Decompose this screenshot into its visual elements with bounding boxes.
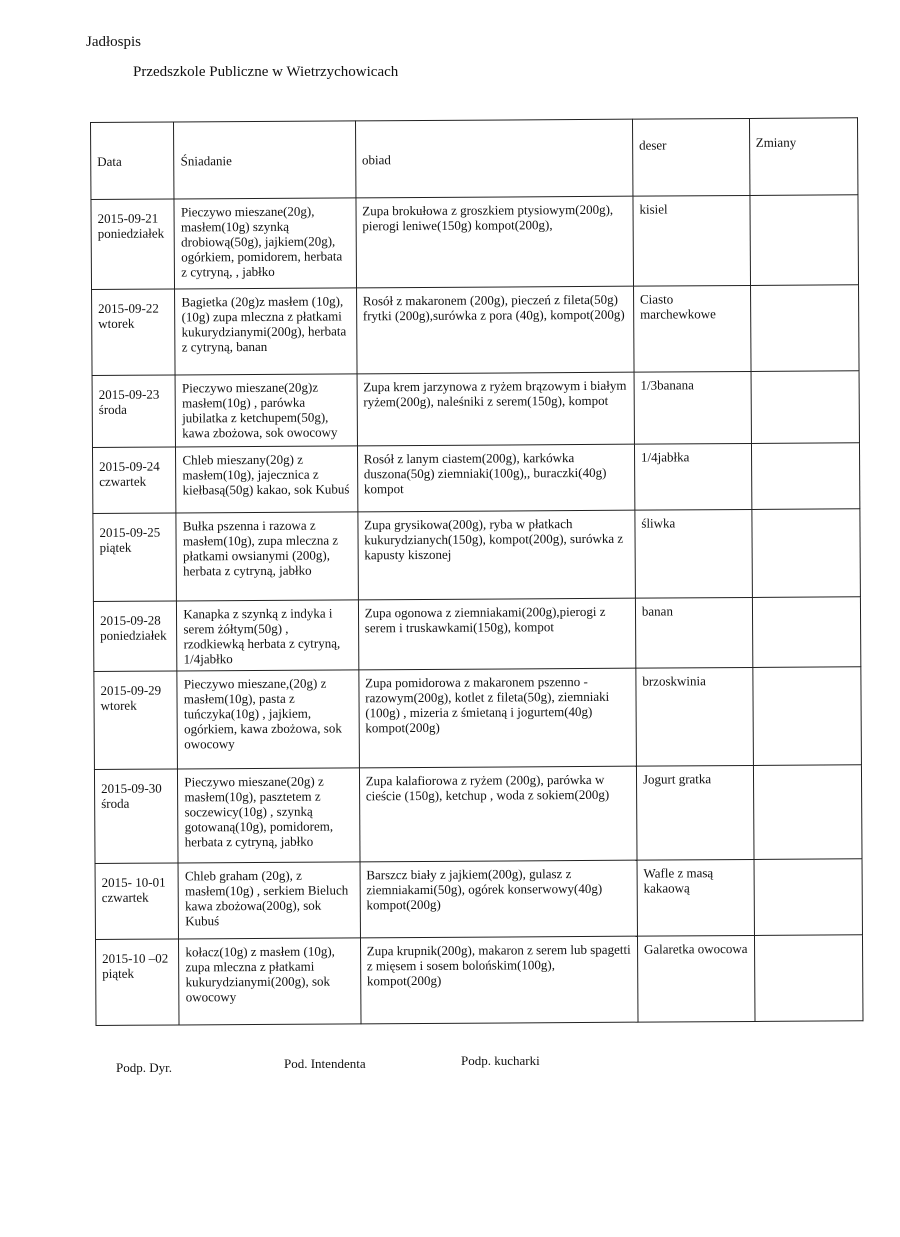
signature-director: Podp. Dyr. bbox=[116, 1060, 172, 1075]
weekday-value: piątek bbox=[102, 965, 135, 981]
dessert-cell bbox=[636, 667, 753, 766]
menu-table bbox=[90, 117, 864, 1026]
breakfast-cell-text: Bagietka (20g)z masłem (10g), (10g) zupa mleczna z płatkami kukurydzianymi(200g), herbata z cytryną, banan bbox=[181, 293, 347, 355]
dessert-cell bbox=[633, 285, 750, 372]
lunch-cell-text: Zupa pomidorowa z makaronem pszenno - razowym(200g), kotlet z fileta(50g), ziemniaki (100g) , mizeria z śmietaną i jogurtem(40g) kompot(200g) bbox=[365, 673, 610, 736]
breakfast-cell bbox=[176, 512, 358, 601]
changes-cell bbox=[753, 765, 862, 860]
lunch-cell bbox=[356, 196, 634, 288]
table-body bbox=[91, 195, 863, 1026]
weekday-value: poniedziałek bbox=[100, 627, 167, 643]
table-row bbox=[95, 935, 863, 1026]
date-cell bbox=[93, 601, 177, 672]
dessert-cell bbox=[637, 935, 754, 1022]
school-name: Przedszkole Publiczne w Wietrzychowicach bbox=[133, 64, 399, 80]
breakfast-cell bbox=[176, 446, 358, 513]
table-row bbox=[93, 509, 861, 602]
date-cell bbox=[91, 199, 175, 290]
weekday-value: piątek bbox=[99, 539, 132, 555]
weekday-value: poniedziałek bbox=[97, 225, 165, 241]
date-cell bbox=[94, 671, 178, 770]
date-cell bbox=[93, 513, 177, 602]
breakfast-cell-text: Kanapka z szynką z indyka i serem żółtym(50g) , rzodkiewką herbata z cytryną, 1/4jabłko bbox=[183, 605, 341, 667]
weekday-value: wtorek bbox=[100, 697, 137, 713]
changes-cell bbox=[752, 597, 861, 668]
table-row bbox=[93, 597, 860, 672]
breakfast-cell-text: Pieczywo mieszane(20g), masłem(10g) szynką drobiową(50g), jajkiem(20g), ogórkiem, pomidorem, herbata z cytryną, , jabłko bbox=[180, 203, 343, 280]
date-cell bbox=[95, 939, 179, 1026]
changes-cell-text bbox=[757, 290, 852, 291]
lunch-cell-text: Zupa brokułowa z groszkiem ptysiowym(200g), pierogi leniwe(150g) kompot(200g), bbox=[362, 201, 614, 234]
table-row bbox=[92, 443, 859, 514]
column-header-date: Data bbox=[91, 122, 175, 200]
date-value: 2015-09-23 bbox=[98, 386, 160, 402]
table-row bbox=[91, 195, 859, 290]
dessert-cell bbox=[635, 509, 752, 598]
table-row bbox=[92, 371, 859, 448]
lunch-cell-text: Zupa kalafiorowa z ryżem (200g), parówka w cieście (150g), ketchup , woda z sokiem(200g) bbox=[365, 771, 610, 804]
document-title: Jadłospis bbox=[86, 34, 142, 50]
lunch-cell-text: Barszcz biały z jajkiem(200g), gulasz z ziemniakami(50g), ogórek konserwowy(40g) kompot(200g) bbox=[366, 866, 603, 913]
changes-cell-text bbox=[759, 672, 854, 673]
changes-cell-text bbox=[757, 376, 852, 377]
lunch-cell-text: Rosół z makaronem (200g), pieczeń z fileta(50g) frytki (200g),surówka z pora (40g), kompot(200g) bbox=[362, 291, 625, 324]
weekday-value: środa bbox=[98, 401, 127, 417]
column-header-dessert: deser bbox=[632, 118, 749, 196]
date-value: 2015-09-22 bbox=[98, 300, 159, 316]
date-value: 2015-09-21 bbox=[97, 210, 159, 226]
weekday-value: czwartek bbox=[101, 889, 149, 905]
lunch-cell bbox=[360, 936, 638, 1024]
lunch-cell bbox=[359, 766, 637, 862]
changes-cell-text bbox=[758, 448, 853, 449]
lunch-cell-text: Zupa krupnik(200g), makaron z serem lub spagetti z mięsem i sosem bolońskim(100g), kompot(200g) bbox=[366, 941, 631, 989]
dessert-cell-text: Galaretka owocowa bbox=[643, 940, 748, 957]
dessert-cell-text: banan bbox=[641, 603, 673, 619]
dessert-cell-text: 1/3banana bbox=[640, 377, 694, 393]
breakfast-cell bbox=[175, 288, 357, 375]
date-cell bbox=[95, 863, 179, 940]
table-row bbox=[92, 285, 860, 376]
breakfast-cell-text: kołacz(10g) z masłem (10g), zupa mleczna z płatkami kukurydzianymi(200g), sok owocowy bbox=[185, 943, 335, 1005]
weekday-value: środa bbox=[101, 795, 130, 811]
column-header-changes: Zmiany bbox=[749, 118, 858, 196]
dessert-cell bbox=[635, 597, 752, 668]
breakfast-cell-text: Bułka pszenna i razowa z masłem(10g), zupa mleczna z płatkami owsianymi (200g), herbata z cytryną, jabłko bbox=[182, 517, 339, 579]
lunch-cell-text: Zupa grysikowa(200g), ryba w płatkach kukurydzianych(150g), kompot(200g), surówka z kapusty kiszonej bbox=[364, 516, 624, 563]
changes-cell bbox=[750, 195, 859, 286]
date-value: 2015-09-24 bbox=[99, 458, 160, 474]
date-value: 2015-09-29 bbox=[100, 682, 162, 698]
dessert-cell bbox=[634, 371, 751, 444]
date-value: 2015- 10-01 bbox=[101, 874, 166, 890]
date-value: 2015-09-30 bbox=[101, 780, 162, 796]
column-header-breakfast: Śniadanie bbox=[174, 121, 356, 199]
table-row bbox=[94, 765, 862, 864]
date-value: 2015-09-25 bbox=[99, 524, 161, 540]
changes-cell-text bbox=[756, 200, 851, 201]
changes-cell-text bbox=[760, 770, 855, 771]
changes-cell-text bbox=[758, 514, 853, 515]
breakfast-cell-text: Pieczywo mieszane(20g)z masłem(10g) , parówka jubilatka z ketchupem(50g), kawa zbożowa, sok owocowy bbox=[181, 379, 338, 441]
dessert-cell-text: 1/4jabłka bbox=[640, 449, 690, 465]
dessert-cell bbox=[633, 195, 750, 286]
breakfast-cell bbox=[179, 938, 361, 1025]
breakfast-cell-text: Chleb graham (20g), z masłem(10g) , serkiem Bieluch kawa zbożowa(200g), sok Kubuś bbox=[184, 867, 349, 929]
breakfast-cell bbox=[178, 768, 360, 863]
changes-cell bbox=[751, 509, 860, 598]
changes-cell bbox=[751, 443, 860, 510]
signature-steward: Pod. Intendenta bbox=[284, 1056, 366, 1071]
date-cell bbox=[92, 289, 176, 376]
breakfast-cell-text: Pieczywo mieszane(20g) z masłem(10g), pasztetem z soczewicy(10g) , szynką gotowaną(10g), pomidorem, herbata z cytryną, jabłko bbox=[184, 773, 334, 850]
breakfast-cell-text: Pieczywo mieszane,(20g) z masłem(10g), pasta z tuńczyka(10g) , jajkiem, ogórkiem, kawa zbożowa, sok owocowy bbox=[183, 675, 342, 752]
table-header-row bbox=[91, 118, 858, 200]
changes-cell bbox=[752, 667, 861, 766]
breakfast-cell bbox=[177, 600, 359, 671]
dessert-cell-text: Wafle z masą kakaową bbox=[643, 865, 714, 896]
dessert-cell-text: brzoskwinia bbox=[642, 673, 706, 689]
lunch-cell bbox=[357, 372, 635, 446]
changes-cell bbox=[754, 935, 863, 1022]
lunch-cell bbox=[356, 286, 634, 374]
weekday-value: wtorek bbox=[98, 315, 135, 331]
date-value: 2015-09-28 bbox=[99, 612, 161, 628]
date-value: 2015-10 –02 bbox=[102, 950, 169, 966]
lunch-cell bbox=[357, 444, 635, 512]
dessert-cell-text: Jogurt gratka bbox=[642, 771, 712, 787]
changes-cell-text bbox=[761, 940, 856, 941]
signature-cooks: Podp. kucharki bbox=[461, 1053, 540, 1068]
lunch-cell bbox=[358, 598, 636, 670]
dessert-cell-text: śliwka bbox=[641, 515, 676, 531]
lunch-cell bbox=[358, 510, 636, 600]
lunch-cell bbox=[359, 668, 637, 768]
dessert-cell-text: kisiel bbox=[639, 201, 668, 217]
dessert-cell bbox=[634, 443, 751, 510]
breakfast-cell bbox=[178, 862, 360, 939]
date-cell bbox=[94, 769, 178, 864]
weekday-value: czwartek bbox=[99, 473, 147, 489]
lunch-cell bbox=[360, 860, 638, 938]
table-row bbox=[94, 667, 862, 770]
dessert-cell-text: Ciasto marchewkowe bbox=[639, 291, 716, 322]
dessert-cell bbox=[636, 765, 753, 860]
date-cell bbox=[92, 447, 176, 514]
date-cell bbox=[92, 375, 176, 448]
breakfast-cell bbox=[175, 374, 357, 447]
lunch-cell-text: Rosół z lanym ciastem(200g), karkówka duszona(50g) ziemniaki(100g),, buraczki(40g) kompot bbox=[363, 450, 607, 497]
lunch-cell-text: Zupa krem jarzynowa z ryżem brązowym i białym ryżem(200g), naleśniki z serem(150g), kompot bbox=[363, 377, 627, 410]
table-row bbox=[95, 859, 862, 940]
lunch-cell-text: Zupa ogonowa z ziemniakami(200g),pierogi z serem i truskawkami(150g), kompot bbox=[364, 603, 606, 636]
breakfast-cell bbox=[177, 670, 359, 769]
changes-cell bbox=[754, 859, 863, 936]
column-header-lunch: obiad bbox=[355, 119, 633, 198]
breakfast-cell-text: Chleb mieszany(20g) z masłem(10g), jajecznica z kiełbasą(50g) kakao, sok Kubuś bbox=[182, 451, 350, 498]
dessert-cell bbox=[637, 859, 754, 936]
changes-cell bbox=[750, 285, 859, 372]
changes-cell-text bbox=[759, 602, 854, 603]
breakfast-cell bbox=[174, 198, 356, 289]
changes-cell-text bbox=[760, 864, 855, 865]
changes-cell bbox=[751, 371, 860, 444]
